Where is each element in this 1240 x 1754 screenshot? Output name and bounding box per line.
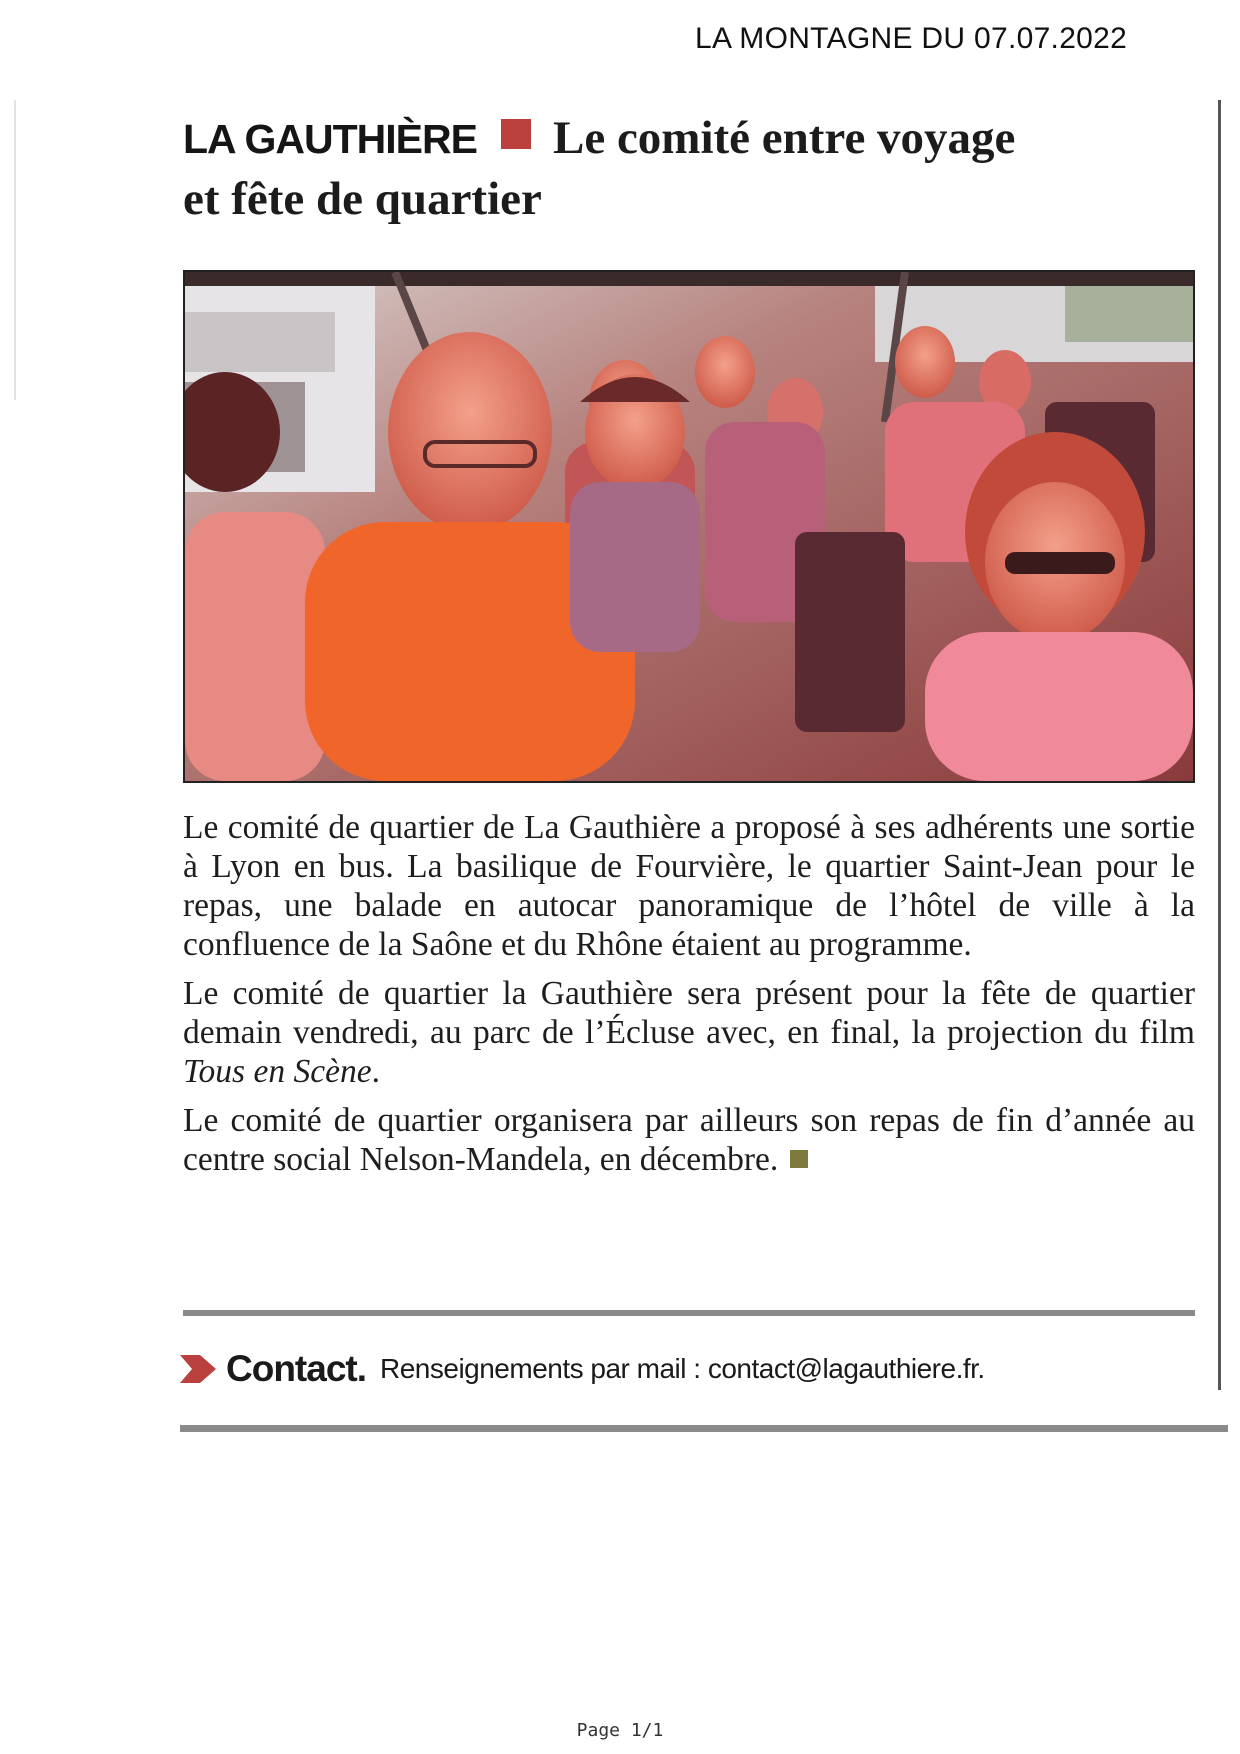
paragraph-2 xyxy=(183,974,1195,1091)
contact-text: Renseignements par mail : contact@lagauthiere.fr. xyxy=(380,1353,985,1384)
divider-top xyxy=(183,1310,1195,1316)
scan-edge-left xyxy=(14,100,16,400)
headline-line1: Le comité entre voyage xyxy=(552,112,1016,164)
publication-header: LA MONTAGNE DU 07.07.2022 xyxy=(695,22,1128,55)
paragraph-2-end: . xyxy=(371,1053,380,1090)
paragraph-3-text: Le comité de quartier organisera par ailleurs son repas de fin d’année au centre social Nelson-Mandela, en décembre. xyxy=(183,1102,1195,1178)
red-square-icon xyxy=(501,119,531,149)
contact-arrow-icon xyxy=(178,1349,218,1389)
article-headline xyxy=(183,108,1198,229)
headline-line2: et fête de quartier xyxy=(183,173,542,225)
divider-bottom xyxy=(180,1425,1228,1432)
article-kicker: LA GAUTHIÈRE xyxy=(183,116,477,162)
contact-line xyxy=(178,1348,985,1390)
paragraph-2-start: Le comité de quartier la Gauthière sera présent pour la fête de quartier demain vendredi, au parc de l’Écluse avec, en final, la projection du film xyxy=(183,975,1195,1051)
scan-edge-right xyxy=(1218,100,1221,1390)
article-header xyxy=(183,108,1198,229)
article-body xyxy=(183,808,1195,1189)
film-title: Tous en Scène xyxy=(183,1053,372,1090)
page-footer: Page 1/1 xyxy=(576,1720,664,1741)
paragraph-1: Le comité de quartier de La Gauthière a proposé à ses adhérents une sortie à Lyon en bus. La basilique de Fourvière, le quartier Saint-Jean pour le repas, une balade en autocar panoramique de l’hôtel de ville à la confluence de la Saône et du Rhône étaient au programme. xyxy=(183,809,1195,963)
bus-passengers-photo xyxy=(185,272,1193,781)
end-square-icon xyxy=(790,1150,808,1168)
contact-label: Contact. xyxy=(226,1348,366,1389)
article-photo xyxy=(183,270,1195,783)
paragraph-3 xyxy=(183,1101,1195,1179)
